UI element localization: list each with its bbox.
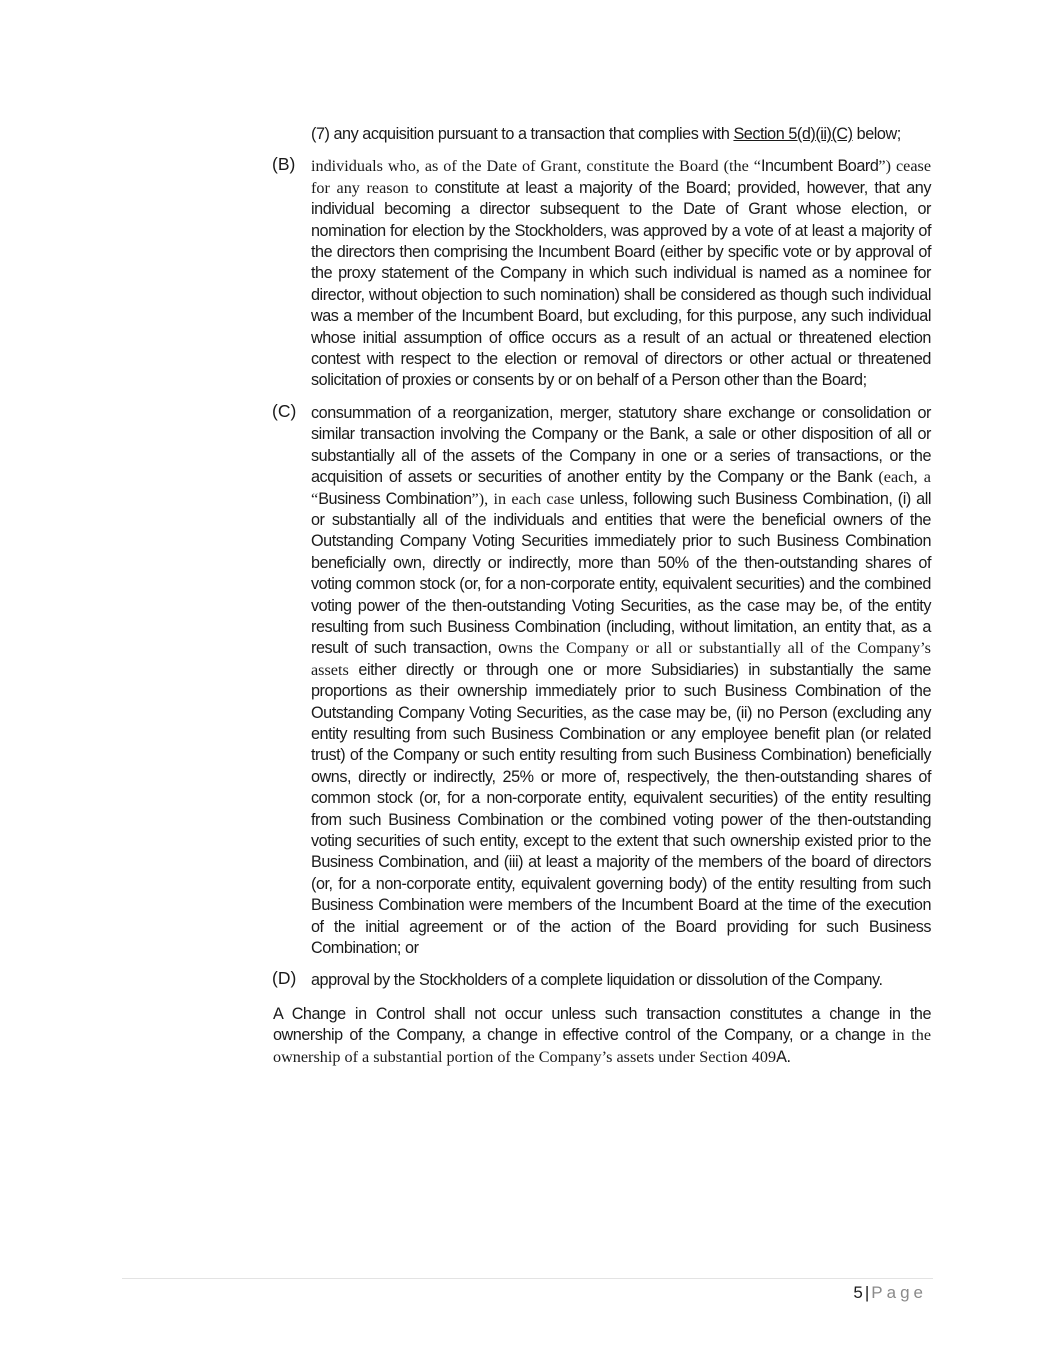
section-reference-link[interactable]: Section 5(d)(ii)(C): [733, 125, 853, 143]
closing-paragraph: [273, 1004, 931, 1068]
clause-b: [273, 156, 931, 391]
clause-7: [273, 124, 931, 145]
page-number-separator: |: [864, 1283, 870, 1302]
clause-c-defined-term: Business Combination: [318, 489, 472, 508]
clause-c-body: [311, 403, 931, 960]
clause-c-serif-3: wns the Company or all or substantially all of the Company’s assets: [311, 639, 931, 679]
page-number: [853, 1283, 927, 1303]
clause-b-text: constitute at least a majority of the Board; provided, however, that any individual becoming a director subsequent to the Date of Grant whose election, or nomination for election by the Stockholders, was approved by a vote of at least a majority of the directors then comprising the Incumbent Board (either by specific vote or by approval of the proxy statement of the Company in which such individual is named as a nominee for director, without objection to such nomination) shall be considered as though such individual was a member of the Incumbent Board, but excluding, for this purpose, any such individual whose initial assumption of office occurs as a result of an actual or threatened election contest with respect to the election or removal of directors or other actual or threatened solicitation of proxies or consents by or on behalf of a Person other than the Board;: [311, 178, 931, 390]
clause-c-text-1: consummation of a reorganization, merger, statutory share exchange or consolidation or similar transaction involving the Company or the Bank, a sale or other disposition of all or substantially all of the assets of the Company in one or a series of transactions, or the acquisition of assets or securities of another entity by the Company or the Bank: [311, 403, 931, 487]
closing-tail: A.: [776, 1047, 791, 1066]
document-body: [273, 124, 931, 1068]
closing-text: A Change in Control shall not occur unless such transaction constitutes a change in the ownership of the Company, a change in effective control of the Company, or a change: [273, 1004, 931, 1045]
clause-c: [272, 400, 931, 960]
footer-divider: [122, 1278, 933, 1279]
clause-c-serif-1: (each, a “: [311, 468, 931, 508]
clause-c-label: (C): [272, 400, 297, 421]
clause-d-body: approval by the Stockholders of a complete liquidation or dissolution of the Company.: [311, 971, 883, 990]
page-label: Page: [871, 1283, 927, 1302]
clause-7-tail: below;: [852, 125, 901, 143]
closing-serif: in the ownership of a substantial portion of the Company’s assets under Section 409: [273, 1026, 931, 1066]
clause-b-defined-term: Incumbent Board: [760, 157, 879, 176]
clause-c-text-2: unless, following such Business Combination, (i) all or substantially all of the individuals and entities that were the beneficial owners of the Outstanding Company Voting Securities immediately prior to such Business Combination beneficially own, directly or indirectly, more than 50% of the then-outstanding shares of voting common stock (or, for a non-corporate entity, equivalent securities) and the combined voting power of the then-outstanding Voting Securities, as the case may be, of the entity resulting from such Business Combination (including, without limitation, an entity that, as a result of such transaction, o: [311, 489, 931, 658]
clause-c-serif-2: ”), in each case: [471, 489, 575, 508]
clause-c-text-3: either directly or through one or more Subsidiaries) in substantially the same proportions as their ownership immediately prior to such Business Combination of the Outstanding Company Voting Securities, as the case may be, (ii) no Person (excluding any entity resulting from such Business Combination or any employee benefit plan (or related trust) of the Company or such entity resulting from such Business Combination) beneficially owns, directly or indirectly, 25% or more of, respectively, the then-outstanding shares of common stock (or, for a non-corporate entity, equivalent securities) of the entity resulting from such Business Combination or the combined voting power of the then-outstanding voting securities of such entity, except to the extent that such ownership existed prior to the Business Combination, and (iii) at least a majority of the members of the board of directors (or, for a non-corporate entity, equivalent governing body) of the entity resulting from such Business Combination were members of the Incumbent Board at the time of the execution of the initial agreement or of the action of the Board providing for such Business Combination; or: [311, 660, 931, 958]
clause-b-serif-1: individuals who, as of the Date of Grant, constitute the Board (the “: [311, 157, 761, 176]
page-number-value: 5: [853, 1283, 863, 1302]
clause-d: [273, 970, 931, 991]
clause-b-body: [311, 156, 931, 391]
clause-b-label: (B): [272, 154, 296, 175]
clause-d-label: (D): [272, 968, 297, 989]
clause-7-text: (7) any acquisition pursuant to a transaction that complies with: [311, 125, 734, 143]
clause-b-serif-2: ”) cease for any reason to: [311, 157, 931, 197]
